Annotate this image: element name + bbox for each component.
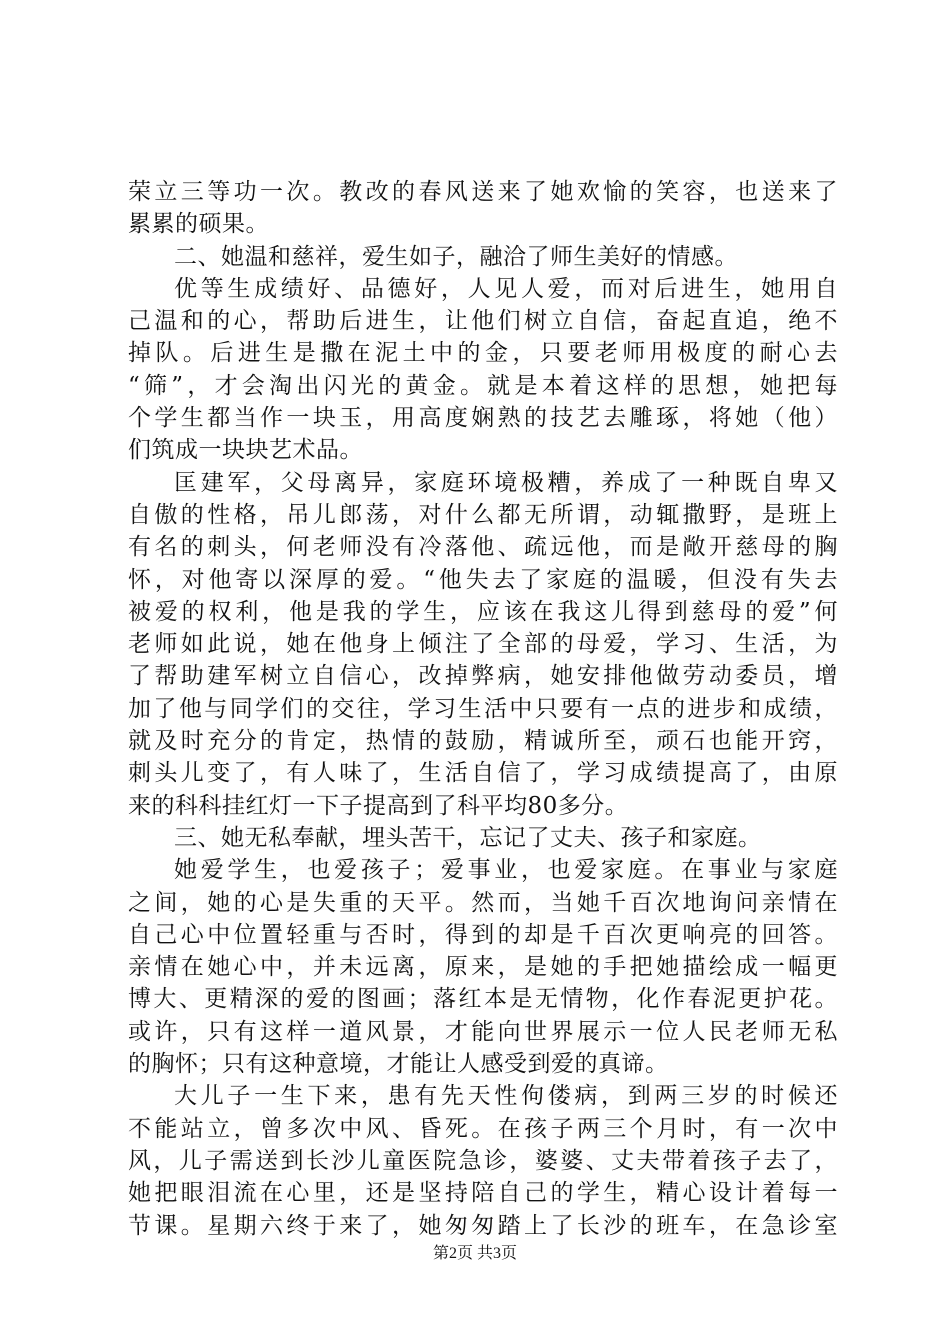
text-line: 刺头儿变了，有人味了，生活自信了，学习成绩提高了，由原 <box>128 760 838 787</box>
text-line: 二、她温和慈祥，爱生如子，融洽了师生美好的情感。 <box>174 243 738 270</box>
text-line: 匡建军，父母离异，家庭环境极糟，养成了一种既自卑又 <box>174 469 838 496</box>
text-line: 个学生都当作一块玉，用高度娴熟的技艺去雕琢，将她（他） <box>128 405 838 432</box>
text-line: 怀，对他寄以深厚的爱。“他失去了家庭的温暖，但没有失去 <box>128 566 838 593</box>
text-line: 老师如此说，她在他身上倾注了全部的母爱，学习、生活，为 <box>128 631 838 658</box>
text-line: 或许，只有这样一道风景，才能向世界展示一位人民老师无私 <box>128 1018 838 1045</box>
text-line: 荣立三等功一次。教改的春风送来了她欢愉的笑容，也送来了 <box>128 179 838 205</box>
text-line: 大儿子一生下来，患有先天性佝偻病，到两三岁的时候还 <box>174 1083 838 1110</box>
text-line: 掉队。后进生是撒在泥土中的金，只要老师用极度的耐心去 <box>128 340 838 367</box>
text-line: 自傲的性格，吊儿郎荡，对什么都无所谓，动辄撒野，是班上 <box>128 501 838 528</box>
text-line: 风，儿子需送到长沙儿童医院急诊，婆婆、丈夫带着孩子去了， <box>128 1147 838 1174</box>
body-text <box>128 176 838 1242</box>
text-line: 不能站立，曾多次中风、昏死。在孩子两三个月时，有一次中 <box>128 1115 838 1142</box>
text-line: 之间，她的心是失重的天平。然而，当她千百次地询问亲情在 <box>128 889 838 916</box>
text-line: 她把眼泪流在心里，还是坚持陪自己的学生，精心设计着每一 <box>128 1180 838 1207</box>
text-line: 三、她无私奉献，埋头苦干，忘记了丈夫、孩子和家庭。 <box>174 824 762 851</box>
text-line: 了帮助建军树立自信心，改掉弊病，她安排他做劳动委员，增 <box>128 663 838 690</box>
text-line: 己温和的心，帮助后进生，让他们树立自信，奋起直追，绝不 <box>128 308 838 335</box>
text-line: 博大、更精深的爱的图画；落红本是无情物，化作春泥更护花。 <box>128 986 838 1013</box>
text-line: 累累的硕果。 <box>128 211 269 238</box>
text-line: 节课。星期六终于来了，她匆匆踏上了长沙的班车，在急诊室 <box>128 1212 838 1239</box>
text-line: 亲情在她心中，并未远离，原来，是她的手把她描绘成一幅更 <box>128 954 838 981</box>
text-line: 就及时充分的肯定，热情的鼓励，精诚所至，顽石也能开窍， <box>128 728 838 755</box>
text-line: 的胸怀；只有这种意境，才能让人感受到爱的真谛。 <box>128 1051 669 1078</box>
text-line: 自己心中位置轻重与否时，得到的却是千百次更响亮的回答。 <box>128 921 838 948</box>
text-line: 优等生成绩好、品德好，人见人爱，而对后进生，她用自 <box>174 275 838 302</box>
text-line: 有名的刺头，何老师没有冷落他、疏远他，而是敞开慈母的胸 <box>128 534 838 561</box>
text-line: “筛”，才会淘出闪光的黄金。就是本着这样的思想，她把每 <box>128 372 838 399</box>
text-line: 她爱学生，也爱孩子；爱事业，也爱家庭。在事业与家庭 <box>174 857 838 884</box>
text-line: 们筑成一块块艺术品。 <box>128 437 363 464</box>
text-line: 加了他与同学们的交往，学习生活中只要有一点的进步和成绩， <box>128 695 838 722</box>
text-line: 被爱的权利，他是我的学生，应该在我这儿得到慈母的爱”何 <box>128 598 838 625</box>
page-footer: 第2页 共3页 <box>432 1245 517 1262</box>
text-line: 来的科科挂红灯一下子提高到了科平均80多分。 <box>128 792 629 819</box>
